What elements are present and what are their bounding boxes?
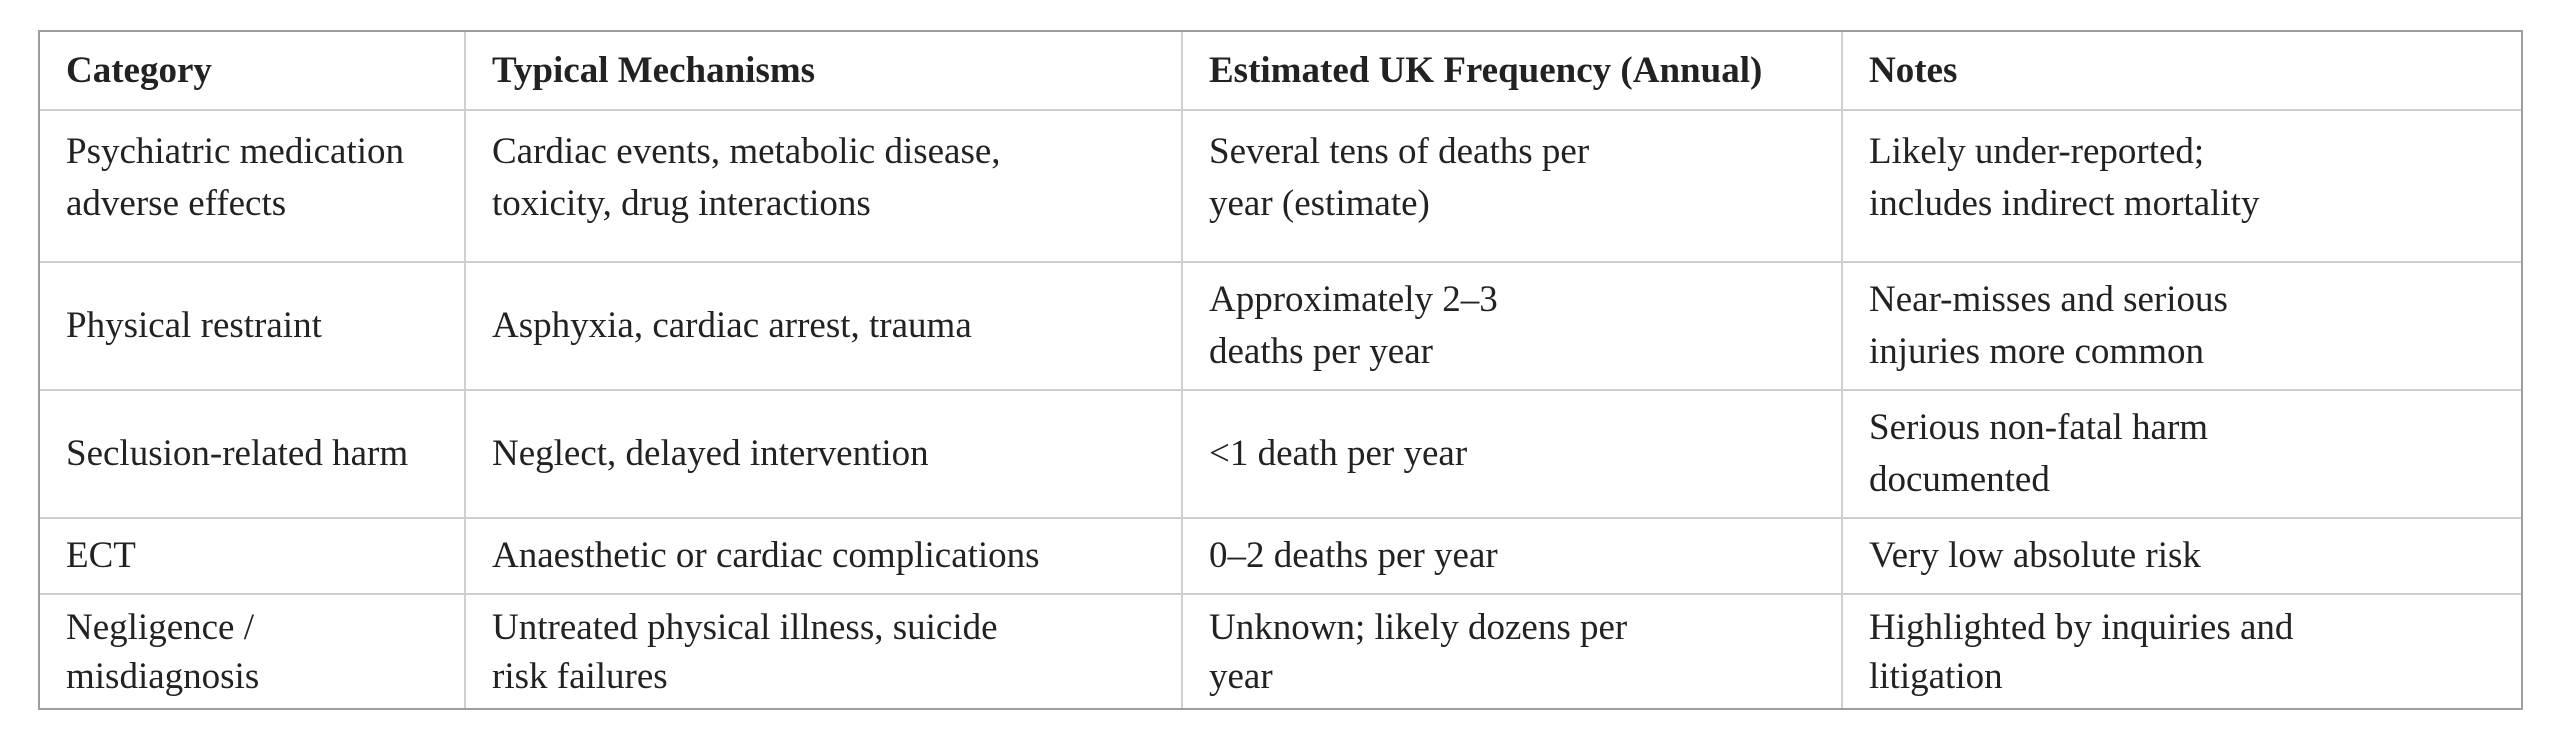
- table-row: [40, 518, 2521, 594]
- table-row: [40, 390, 2521, 518]
- cell-frequency: [1182, 594, 1842, 708]
- cell-notes: [1842, 110, 2521, 262]
- column-header-notes: Notes: [1842, 32, 2521, 110]
- cell-category: [40, 110, 465, 262]
- cell-notes: [1842, 594, 2521, 708]
- cell-category: [40, 390, 465, 518]
- data-table: [40, 32, 2521, 708]
- cell-frequency: [1182, 390, 1842, 518]
- cell-frequency: [1182, 262, 1842, 390]
- cell-frequency: [1182, 110, 1842, 262]
- cell-text: Highlighted by inquiries and litigation: [1869, 606, 2294, 697]
- cell-notes: [1842, 262, 2521, 390]
- cell-text: Neglect, delayed intervention: [492, 433, 929, 474]
- cell-text: Asphyxia, cardiac arrest, trauma: [492, 305, 972, 346]
- cell-text: Untreated physical illness, suicide risk failures: [492, 606, 998, 697]
- cell-notes: [1842, 390, 2521, 518]
- table-header: [40, 32, 2521, 110]
- column-header-category: Category: [40, 32, 465, 110]
- cell-text: <1 death per year: [1209, 433, 1468, 474]
- table-body: [40, 110, 2521, 708]
- cell-text: Seclusion-related harm: [66, 433, 409, 474]
- cell-text: Anaesthetic or cardiac complications: [492, 535, 1040, 576]
- column-header-frequency: Estimated UK Frequency (Annual): [1182, 32, 1842, 110]
- table-row: [40, 110, 2521, 262]
- mortality-table: [38, 30, 2523, 710]
- cell-text: Several tens of deaths per year (estimate): [1209, 131, 1590, 224]
- cell-text: ECT: [66, 535, 136, 576]
- column-header-mechanisms: Typical Mechanisms: [465, 32, 1182, 110]
- cell-text: Very low absolute risk: [1869, 535, 2201, 576]
- cell-text: 0–2 deaths per year: [1209, 535, 1498, 576]
- table-row: [40, 262, 2521, 390]
- cell-mechanisms: [465, 110, 1182, 262]
- table-row: [40, 594, 2521, 708]
- cell-text: Psychiatric medication adverse effects: [66, 131, 405, 224]
- header-row: [40, 32, 2521, 110]
- cell-text: Physical restraint: [66, 305, 322, 346]
- cell-category: [40, 594, 465, 708]
- cell-mechanisms: [465, 262, 1182, 390]
- cell-mechanisms: [465, 390, 1182, 518]
- cell-mechanisms: [465, 518, 1182, 594]
- cell-mechanisms: [465, 594, 1182, 708]
- cell-text: Unknown; likely dozens per year: [1209, 606, 1628, 697]
- cell-text: Likely under-reported; includes indirect mortality: [1869, 131, 2260, 224]
- cell-text: Cardiac events, metabolic disease, toxicity, drug interactions: [492, 131, 1001, 224]
- cell-category: [40, 518, 465, 594]
- cell-frequency: [1182, 518, 1842, 594]
- cell-text: Negligence / misdiagnosis: [66, 606, 260, 697]
- cell-category: [40, 262, 465, 390]
- cell-notes: [1842, 518, 2521, 594]
- cell-text: Serious non-fatal harm documented: [1869, 407, 2209, 500]
- cell-text: Near-misses and serious injuries more common: [1869, 279, 2228, 372]
- cell-text: Approximately 2–3 deaths per year: [1209, 279, 1498, 372]
